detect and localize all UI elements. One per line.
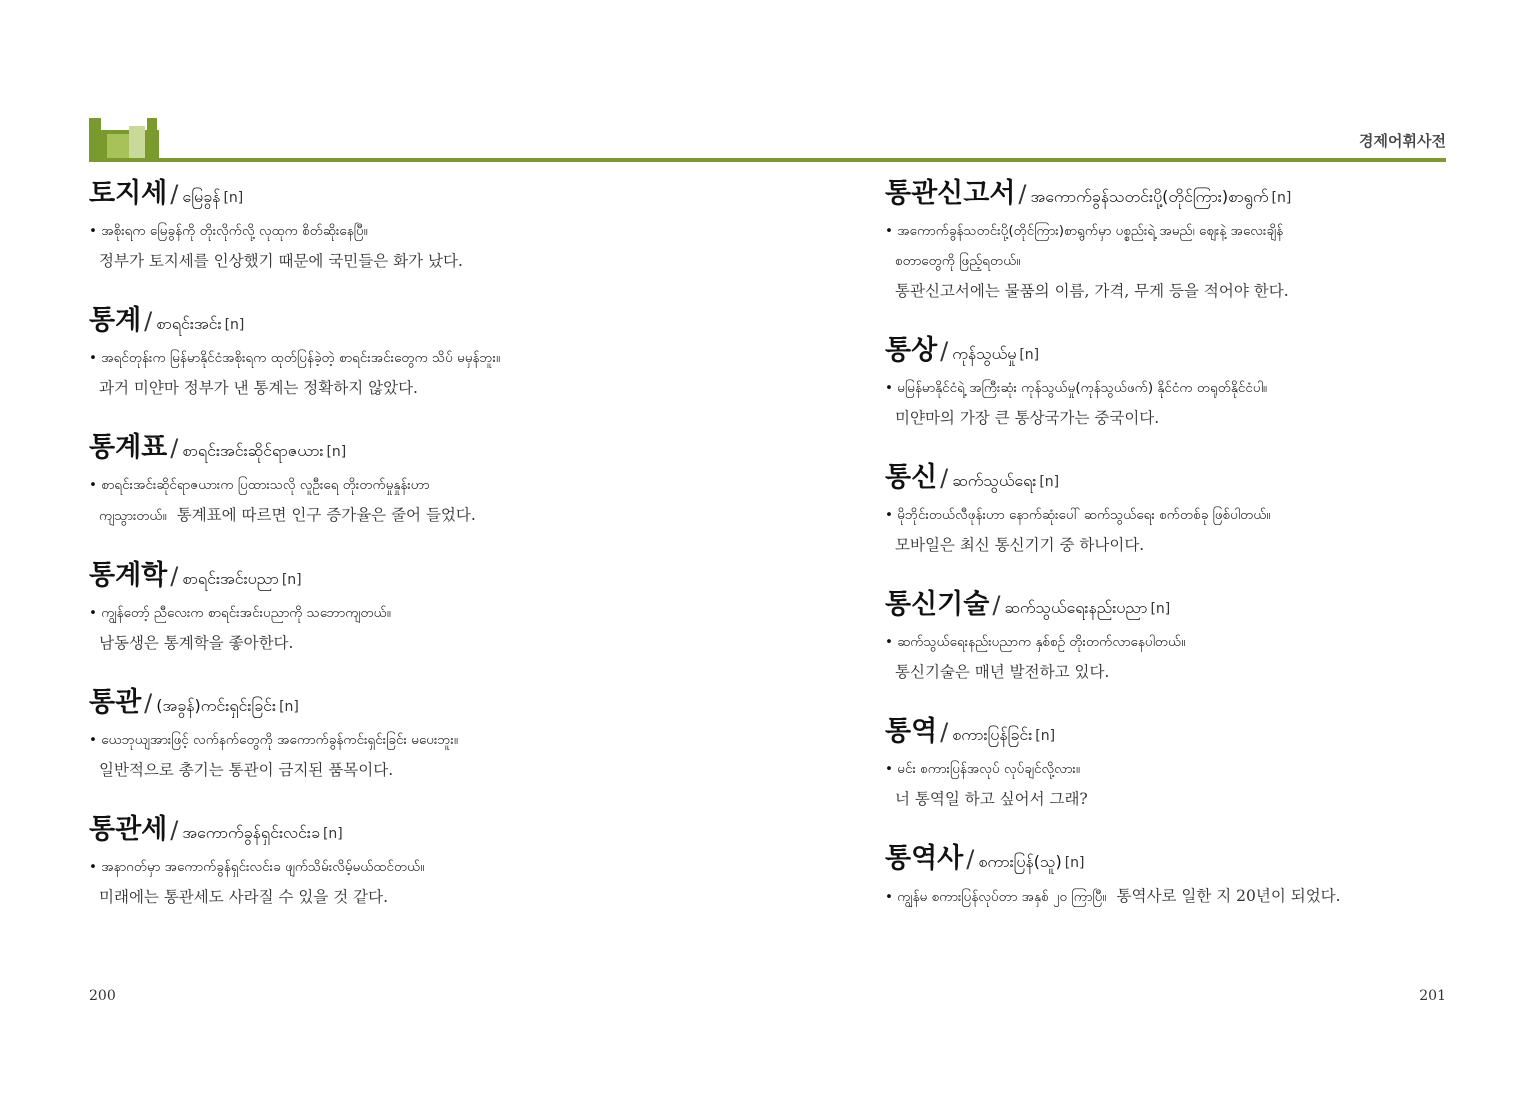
entry-heading bbox=[885, 460, 1475, 500]
deco-bar-light bbox=[107, 134, 129, 160]
korean-translation: 남동생은 통계학을 좋아한다. bbox=[99, 634, 294, 652]
right-column bbox=[885, 176, 1475, 939]
korean-translation: 미얀마의 가장 큰 통상국가는 중국이다. bbox=[895, 409, 1160, 427]
entry-term: 통관 bbox=[89, 687, 142, 718]
entry-heading bbox=[89, 558, 679, 598]
entry bbox=[885, 714, 1475, 814]
entry bbox=[885, 176, 1475, 306]
page-number-right: 201 bbox=[1419, 988, 1446, 1004]
korean-translation: 너 통역일 하고 싶어서 그래? bbox=[895, 790, 1088, 808]
part-of-speech: [n] bbox=[279, 699, 299, 715]
entry-term: 통계표 bbox=[89, 432, 168, 463]
entry-translation: အကောက်ခွန်ရှင်းလင်းခ bbox=[182, 823, 320, 842]
part-of-speech: [n] bbox=[1271, 190, 1292, 206]
separator-slash: / bbox=[170, 816, 179, 844]
example-sentence: • မိုဘိုင်းတယ်လီဖုန်းဟာ နောက်ဆုံးပေါ် ဆက်သွယ်ရေး စက်တစ်ခု ဖြစ်ပါတယ်။ bbox=[885, 507, 1271, 523]
entry-translation: စာရင်းအင်းဆိုင်ရာဇယား bbox=[182, 441, 324, 460]
entry-translation: (အခွန်)ကင်းရှင်းခြင်း bbox=[156, 696, 277, 715]
page-number-left: 200 bbox=[89, 988, 116, 1004]
example-sentence: • အရင်တုန်းက မြန်မာနိုင်ငံအစိုးရက ထုတ်ပြန်ခဲ့တဲ့ စာရင်းအင်းတွေက သိပ် မမှန်ဘူး။ bbox=[89, 350, 501, 366]
deco-bar-pale bbox=[129, 126, 145, 160]
separator-slash: / bbox=[992, 591, 1001, 619]
entry-translation: စကားပြန်(သူ) bbox=[978, 852, 1062, 871]
example-sentence-continued bbox=[89, 500, 679, 531]
part-of-speech: [n] bbox=[1035, 728, 1056, 744]
part-of-speech: [n] bbox=[322, 826, 343, 842]
entry-translation: စာရင်းအင်း bbox=[156, 314, 222, 333]
separator-slash: / bbox=[966, 845, 975, 873]
separator-slash: / bbox=[144, 689, 153, 717]
entry-translation: ဆက်သွယ်ရေးနည်းပညာ bbox=[1004, 598, 1148, 617]
separator-slash: / bbox=[940, 718, 949, 746]
entry-heading bbox=[885, 841, 1475, 881]
entry bbox=[885, 587, 1475, 687]
separator-slash: / bbox=[1018, 180, 1027, 208]
example-sentence: • အနာဂတ်မှာ အကောက်ခွန်ရှင်းလင်းခ ဖျက်သိမ်းလိမ့်မယ်ထင်တယ်။ bbox=[89, 859, 425, 875]
korean-translation: 통관신고서에는 물품의 이름, 가격, 무게 등을 적어야 한다. bbox=[895, 282, 1289, 300]
entry-term: 통계학 bbox=[89, 560, 168, 591]
header-decoration bbox=[89, 118, 159, 160]
example-text: • ကျွန်မ စကားပြန်လုပ်တာ အနှစ် ၂၀ ကြာပြီ။ bbox=[885, 889, 1107, 905]
entry bbox=[89, 685, 679, 785]
example-sentence: • ကျွန်တော့် ညီလေးက စာရင်းအင်းပညာကို သဘောကျတယ်။ bbox=[89, 605, 391, 621]
separator-slash: / bbox=[170, 180, 179, 208]
separator-slash: / bbox=[170, 562, 179, 590]
part-of-speech: [n] bbox=[1019, 347, 1040, 363]
entry-translation: ကုန်သွယ်မှု bbox=[952, 344, 1017, 363]
korean-translation: 통계표에 따르면 인구 증가율은 줄어 들었다. bbox=[176, 506, 476, 524]
header-rule bbox=[89, 158, 1446, 162]
separator-slash: / bbox=[170, 434, 179, 462]
deco-bar-dark-3 bbox=[147, 118, 157, 160]
example-sentence: • မမြန်မာနိုင်ငံရဲ့ အကြီးဆုံး ကုန်သွယ်မှု(ကုန်သွယ်ဖက်) နိုင်ငံက တရုတ်နိုင်ငံပါ။ bbox=[885, 380, 1267, 396]
entry bbox=[885, 460, 1475, 560]
part-of-speech: [n] bbox=[1064, 855, 1085, 871]
korean-translation: 통역사로 일한 지 20년이 되었다. bbox=[1116, 887, 1341, 905]
entry-heading bbox=[89, 430, 679, 470]
example-sentence: • အကောက်ခွန်သတင်းပို့(တိုင်ကြား)စာရွက်မှာ ပစ္စည်းရဲ့ အမည်၊ ဈေးနဲ့ အလေးချိန် bbox=[885, 223, 1284, 239]
example-sentence: • စာရင်းအင်းဆိုင်ရာဇယားက ပြထားသလို လူဦးရေ တိုးတက်မှုနှုန်းဟာ bbox=[89, 477, 430, 493]
example-sentence: • ယေဘုယျအားဖြင့် လက်နက်တွေကို အကောက်ခွန်ကင်းရှင်းခြင်း မပေးဘူး။ bbox=[89, 732, 458, 748]
example-sentence: • အစိုးရက မြေခွန်ကို တိုးလိုက်လို့ လုထုက စိတ်ဆိုးနေပြီ။ bbox=[89, 223, 368, 239]
entry bbox=[885, 841, 1475, 912]
entry-term: 통역 bbox=[885, 716, 938, 747]
separator-slash: / bbox=[144, 307, 153, 335]
part-of-speech: [n] bbox=[281, 572, 302, 588]
entry-heading bbox=[89, 812, 679, 852]
separator-slash: / bbox=[940, 337, 949, 365]
korean-translation: 통신기술은 매년 발전하고 있다. bbox=[895, 663, 1110, 681]
entry-heading bbox=[885, 714, 1475, 754]
entry bbox=[885, 333, 1475, 433]
entry-heading bbox=[885, 333, 1475, 373]
left-column bbox=[89, 176, 679, 939]
entry-term: 통관신고서 bbox=[885, 178, 1016, 209]
entry bbox=[89, 176, 679, 276]
entry-translation: စကားပြန်ခြင်း bbox=[952, 725, 1033, 744]
part-of-speech: [n] bbox=[1039, 474, 1060, 490]
entry-term: 통계 bbox=[89, 305, 142, 336]
entry-heading bbox=[89, 303, 679, 343]
entry-term: 통역사 bbox=[885, 843, 964, 874]
korean-translation: 과거 미얀마 정부가 낸 통계는 정확하지 않았다. bbox=[99, 379, 418, 397]
entry-translation: ဆက်သွယ်ရေး bbox=[952, 471, 1037, 490]
korean-translation: 일반적으로 총기는 통관이 금지된 품목이다. bbox=[99, 761, 394, 779]
korean-translation: 미래에는 통관세도 사라질 수 있을 것 같다. bbox=[99, 888, 389, 906]
entry-term: 토지세 bbox=[89, 178, 168, 209]
entry-heading bbox=[89, 176, 679, 216]
entry bbox=[89, 430, 679, 531]
korean-translation: 정부가 토지세를 인상했기 때문에 국민들은 화가 났다. bbox=[99, 252, 463, 270]
header-title: 경제어휘사전 bbox=[1359, 132, 1446, 150]
entry-heading bbox=[885, 176, 1475, 216]
example-tail: ကျသွားတယ်။ bbox=[99, 508, 167, 524]
entry-term: 통상 bbox=[885, 335, 938, 366]
entry-translation: စာရင်းအင်းပညာ bbox=[182, 569, 279, 588]
part-of-speech: [n] bbox=[1150, 601, 1171, 617]
entry bbox=[89, 558, 679, 658]
entry-term: 통관세 bbox=[89, 814, 168, 845]
example-sentence: • မင်း စကားပြန်အလုပ် လုပ်ချင်လို့လား။ bbox=[885, 761, 1080, 777]
entry-term: 통신기술 bbox=[885, 589, 990, 620]
korean-translation: 모바일은 최신 통신기기 중 하나이다. bbox=[895, 536, 1145, 554]
entry-heading bbox=[89, 685, 679, 725]
example-sentence-continued: စတာတွေကို ဖြည့်ရတယ်။ bbox=[895, 253, 1021, 269]
entry-translation: မြေခွန် bbox=[182, 187, 221, 206]
part-of-speech: [n] bbox=[223, 190, 244, 206]
entry bbox=[89, 303, 679, 403]
entry-translation: အကောက်ခွန်သတင်းပို့(တိုင်ကြား)စာရွက် bbox=[1030, 187, 1269, 206]
example-sentence: • ဆက်သွယ်ရေးနည်းပညာက နှစ်စဉ် တိုးတက်လာနေပါတယ်။ bbox=[885, 634, 1186, 650]
separator-slash: / bbox=[940, 464, 949, 492]
part-of-speech: [n] bbox=[224, 317, 245, 333]
example-sentence bbox=[885, 881, 1475, 912]
part-of-speech: [n] bbox=[326, 444, 347, 460]
entry-heading bbox=[885, 587, 1475, 627]
entry bbox=[89, 812, 679, 912]
entry-term: 통신 bbox=[885, 462, 938, 493]
